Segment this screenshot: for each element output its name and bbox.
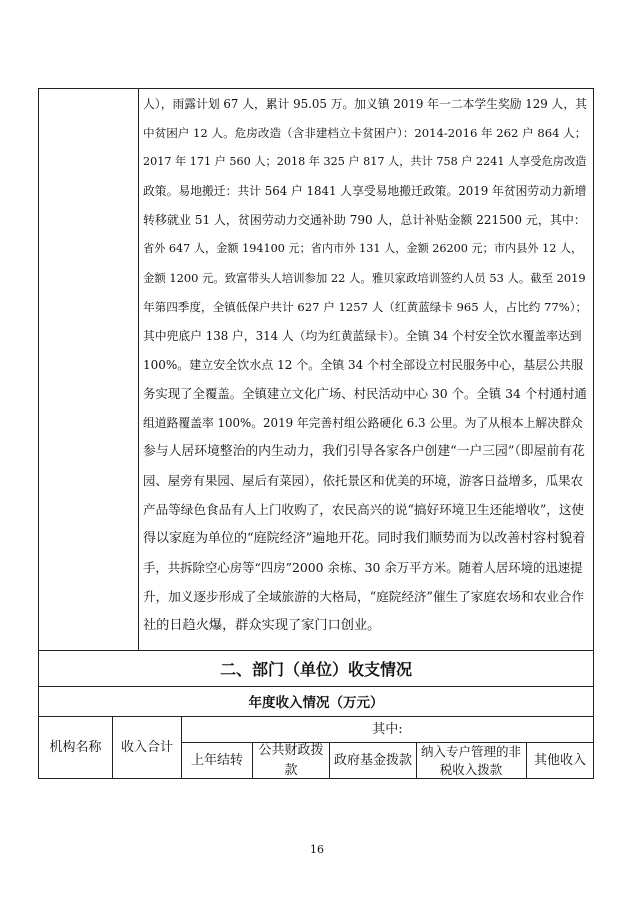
paragraph-line: 年第四季度，全镇低保户共计 627 户 1257 人（红黄蓝绿卡 965 人，占比约 77%）； (143, 300, 588, 314)
col-divider-sub-3 (416, 742, 417, 778)
paragraph-line: 社的日趋火爆，群众实现了家门口创业。 (143, 618, 381, 633)
paragraph-line: 转移就业 51 人，贫困劳动力交通补助 790 人，总计补贴金额 221500 元，其中： (143, 213, 586, 227)
paragraph-line: 组道路覆盖率 100%。2019 年完善村组公路硬化 6.3 公里。为了从根本上解决群众 (143, 416, 583, 430)
section-title: 二、部门（单位）收支情况 (219, 659, 412, 679)
column-header-public-finance: 公共财政拨款 (258, 742, 324, 778)
paragraph-line: 升，加义逐步形成了全域旅游的大格局，“庭院经济”催生了家庭农场和农业合作 (143, 589, 585, 604)
paragraph-line: 中贫困户 12 人。危房改造（含非建档立卡贫困户）：2014-2016 年 262 户 864 人； (143, 126, 587, 140)
column-header-government-fund: 政府基金拨款 (333, 752, 412, 768)
paragraph-line: 产品等绿色食品有人上门收购了，农民高兴的说“搞好环境卫生还能增收”，这使 (143, 502, 585, 517)
paragraph-line: 省外 647 人，金额 194100 元；省内市外 131 人，金额 26200 元；市内县外 12 人， (143, 242, 583, 255)
paragraph-line: 2017 年 171 户 560 人；2018 年 325 户 817 人，共计 758 户 2241 人享受危房改造 (143, 155, 587, 168)
column-header-prior-carryover: 上年结转 (190, 752, 243, 768)
paragraph-line: 政策。易地搬迁：共计 564 户 1841 人享受易地搬迁政策。2019 年贫困劳动力新增 (143, 184, 587, 198)
paragraph-line: 参与人居环境整治的内生动力，我们引导各家各户创建“一户三园”（即屋前有花 (143, 444, 585, 459)
paragraph-line: 金额 1200 元。致富带头人培训参加 22 人。雅贝家政培训签约人员 53 人。截至 2019 (143, 271, 586, 285)
column-header-non-tax-income: 纳入专户管理的非税收入拨款 (420, 743, 521, 777)
income-subtitle: 年度收入情况（万元） (248, 695, 384, 711)
paragraph-line: 手，共拆除空心房等“四房”2000 余栋、30 余万平方米。随着人居环境的迅速提 (143, 560, 583, 575)
paragraph-line: 100%。建立安全饮水点 12 个。全镇 34 个村全部设立村民服务中心，基层公共服 (143, 358, 584, 372)
column-header-total-income: 收入合计 (120, 739, 173, 755)
column-header-org-name: 机构名称 (49, 739, 102, 755)
frame-top-border (38, 88, 594, 89)
label-column-divider (138, 88, 139, 650)
paragraph-line: 园、屋旁有果园、屋后有菜园），依托景区和优美的环境，游客日益增多，瓜果农 (143, 473, 583, 488)
page-number: 16 (310, 843, 324, 856)
paragraph-line: 务实现了全覆盖。全镇建立文化广场、村民活动中心 30 个。全镇 34 个村通村通 (143, 386, 587, 401)
paragraph-line: 得以家庭为单位的“庭院经济”遍地开花。同时我们顺势而为以改善村容村貌着 (143, 531, 586, 546)
paragraph-line: 其中兜底户 138 户，314 人（均为红黄蓝绿卡）。全镇 34 个村安全饮水覆盖率达到 (143, 329, 582, 343)
column-header-other-income: 其他收入 (533, 752, 586, 768)
body-paragraph (143, 92, 588, 647)
paragraph-line: 人），雨露计划 67 人，累计 95.05 万。加义镇 2019 年一二本学生奖励 129 人，其 (143, 97, 587, 111)
column-group-header: 其中: (372, 721, 403, 737)
